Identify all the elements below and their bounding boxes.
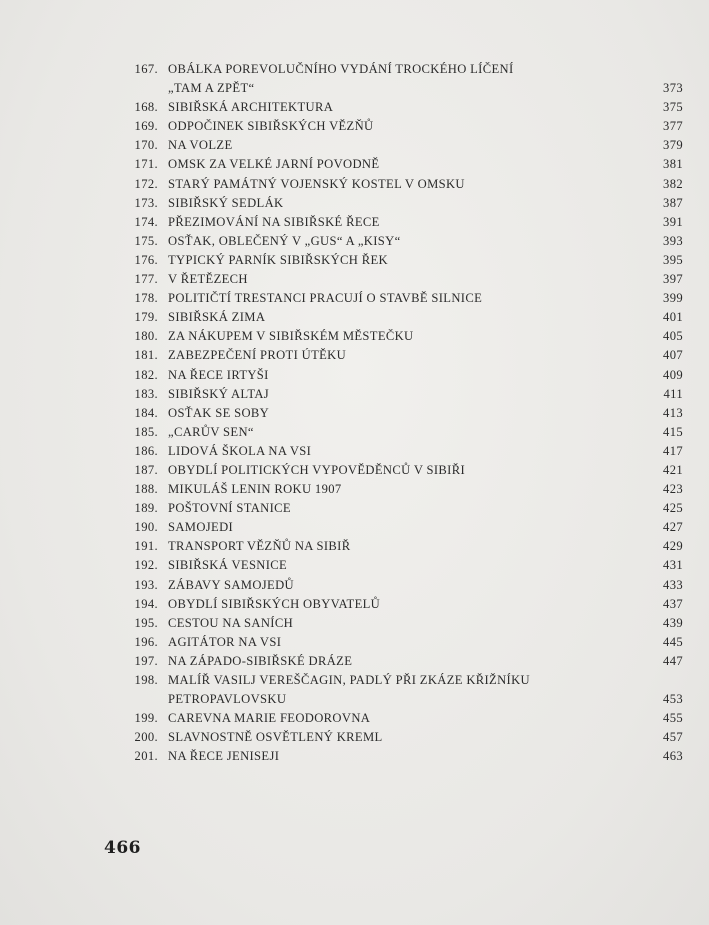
entry-page: 413 <box>663 405 683 420</box>
entry-title: SIBIŘSKÁ ZIMA <box>168 310 266 325</box>
entry-page: 425 <box>663 501 683 516</box>
toc-entry <box>128 251 683 270</box>
toc-entry-line <box>128 652 683 671</box>
toc-entry-line <box>128 442 683 461</box>
entry-title: OMSK ZA VELKÉ JARNÍ POVODNĚ <box>168 157 380 172</box>
toc-entry-line <box>128 747 683 766</box>
entry-number: 185. <box>134 424 158 439</box>
entry-number: 181. <box>134 348 158 363</box>
toc-entry <box>128 747 683 766</box>
toc-entry <box>128 480 683 499</box>
toc-entry <box>128 327 683 346</box>
entry-number: 197. <box>134 653 158 668</box>
toc-entry-line <box>128 232 683 251</box>
entry-page: 437 <box>663 596 683 611</box>
entry-title: OBYDLÍ SIBIŘSKÝCH OBYVATELŮ <box>168 596 381 611</box>
toc-entry <box>128 728 683 747</box>
toc-entry-line <box>128 136 683 155</box>
entry-page: 397 <box>663 272 683 287</box>
illustration-index-list <box>128 60 683 766</box>
entry-title: „TAM A ZPĚT“ <box>168 81 255 96</box>
entry-page: 415 <box>663 424 683 439</box>
entry-page: 429 <box>663 539 683 554</box>
toc-entry-line <box>128 671 683 690</box>
toc-entry <box>128 155 683 174</box>
entry-page: 377 <box>663 119 683 134</box>
entry-page: 395 <box>663 252 683 267</box>
entry-number: 200. <box>134 730 158 745</box>
entry-number: 171. <box>134 157 158 172</box>
entry-page: 431 <box>663 558 683 573</box>
toc-entry <box>128 270 683 289</box>
entry-page: 457 <box>663 730 683 745</box>
entry-number: 190. <box>134 520 158 535</box>
toc-entry-line <box>128 728 683 747</box>
toc-entry <box>128 232 683 251</box>
entry-title: TRANSPORT VĚZŇŮ NA SIBIŘ <box>168 539 351 554</box>
entry-number: 168. <box>134 100 158 115</box>
entry-page: 405 <box>663 329 683 344</box>
entry-title: MALÍŘ VASILJ VEREŠČAGIN, PADLÝ PŘI ZKÁZE KŘIŽNÍKU <box>168 673 530 687</box>
entry-page: 463 <box>663 749 683 764</box>
entry-number: 175. <box>134 233 158 248</box>
entry-title: OBYDLÍ POLITICKÝCH VYPOVĚDĚNCŮ V SIBIŘI <box>168 462 466 477</box>
entry-number: 167. <box>134 62 158 76</box>
entry-page: 427 <box>663 520 683 535</box>
toc-entry <box>128 556 683 575</box>
toc-entry-line <box>128 461 683 480</box>
entry-page: 375 <box>663 100 683 115</box>
entry-number: 179. <box>134 310 158 325</box>
toc-entry <box>128 194 683 213</box>
entry-page: 411 <box>663 386 683 401</box>
entry-number: 170. <box>134 138 158 153</box>
entry-title: SIBIŘSKÁ VESNICE <box>168 558 288 573</box>
toc-entry-line <box>128 404 683 423</box>
entry-title: OBÁLKA POREVOLUČNÍHO VYDÁNÍ TROCKÉHO LÍČENÍ <box>168 62 514 76</box>
entry-number: 187. <box>134 462 158 477</box>
entry-title: AGITÁTOR NA VSI <box>168 634 282 649</box>
toc-entry <box>128 442 683 461</box>
toc-entry-line <box>128 537 683 556</box>
entry-title: NA VOLZE <box>168 138 233 153</box>
entry-title: POLITIČTÍ TRESTANCI PRACUJÍ O STAVBĚ SILNICE <box>168 291 483 306</box>
toc-entry-line <box>128 194 683 213</box>
toc-entry <box>128 175 683 194</box>
toc-entry-line <box>128 518 683 537</box>
toc-entry <box>128 537 683 556</box>
entry-title: SIBIŘSKÝ ALTAJ <box>168 386 270 401</box>
toc-entry <box>128 346 683 365</box>
entry-number: 176. <box>134 252 158 267</box>
entry-page: 421 <box>663 462 683 477</box>
toc-entry <box>128 595 683 614</box>
entry-page: 373 <box>663 81 683 96</box>
entry-page: 447 <box>663 653 683 668</box>
entry-number: 191. <box>134 539 158 554</box>
toc-entry <box>128 671 683 709</box>
toc-entry-line <box>128 270 683 289</box>
entry-title: POŠTOVNÍ STANICE <box>168 501 291 516</box>
toc-entry <box>128 289 683 308</box>
entry-page: 387 <box>663 195 683 210</box>
toc-entry-line <box>128 499 683 518</box>
toc-entry-line <box>128 79 683 98</box>
toc-entry-line <box>128 480 683 499</box>
entry-number: 198. <box>134 673 158 687</box>
entry-number: 180. <box>134 329 158 344</box>
toc-entry <box>128 652 683 671</box>
entry-title: NA ZÁPADO-SIBIŘSKÉ DRÁZE <box>168 653 353 668</box>
toc-entry-line <box>128 155 683 174</box>
entry-title: SIBIŘSKÁ ARCHITEKTURA <box>168 100 334 115</box>
toc-entry-line <box>128 251 683 270</box>
entry-title: OSŤAK SE SOBY <box>168 405 270 420</box>
toc-entry-line <box>128 614 683 633</box>
toc-entry <box>128 213 683 232</box>
entry-number: 173. <box>134 195 158 210</box>
entry-title: LIDOVÁ ŠKOLA NA VSI <box>168 443 312 458</box>
entry-number: 188. <box>134 482 158 497</box>
entry-number: 189. <box>134 501 158 516</box>
entry-title: STARÝ PAMÁTNÝ VOJENSKÝ KOSTEL V OMSKU <box>168 176 465 191</box>
toc-entry <box>128 614 683 633</box>
entry-title: NA ŘECE JENISEJI <box>168 749 280 764</box>
entry-page: 409 <box>663 367 683 382</box>
entry-title: ZA NÁKUPEM V SIBIŘSKÉM MĚSTEČKU <box>168 329 414 344</box>
entry-title: PETROPAVLOVSKU <box>168 692 287 707</box>
entry-page: 445 <box>663 634 683 649</box>
entry-page: 393 <box>663 233 683 248</box>
toc-entry <box>128 404 683 423</box>
toc-entry <box>128 60 683 98</box>
entry-number: 192. <box>134 558 158 573</box>
toc-entry-line <box>128 690 683 709</box>
entry-number: 177. <box>134 272 158 287</box>
entry-title: CAREVNA MARIE FEODOROVNA <box>168 711 371 726</box>
entry-title: ZÁBAVY SAMOJEDŮ <box>168 577 294 592</box>
entry-number: 193. <box>134 577 158 592</box>
toc-entry-line <box>128 556 683 575</box>
toc-entry-line <box>128 633 683 652</box>
toc-entry-line <box>128 346 683 365</box>
page-number: 466 <box>104 838 141 858</box>
toc-entry-line <box>128 366 683 385</box>
toc-entry <box>128 576 683 595</box>
toc-entry-line <box>128 289 683 308</box>
entry-title: SLAVNOSTNĚ OSVĚTLENÝ KREML <box>168 730 383 745</box>
toc-entry-line <box>128 327 683 346</box>
entry-page: 381 <box>663 157 683 172</box>
entry-page: 439 <box>663 615 683 630</box>
entry-page: 382 <box>663 176 683 191</box>
toc-entry <box>128 633 683 652</box>
entry-page: 391 <box>663 214 683 229</box>
toc-entry <box>128 461 683 480</box>
entry-number: 201. <box>134 749 158 764</box>
toc-entry-line <box>128 213 683 232</box>
toc-entry-line <box>128 385 683 404</box>
toc-entry <box>128 499 683 518</box>
entry-number: 183. <box>134 386 158 401</box>
toc-entry-line <box>128 423 683 442</box>
toc-entry <box>128 136 683 155</box>
entry-page: 417 <box>663 443 683 458</box>
entry-page: 423 <box>663 482 683 497</box>
entry-page: 433 <box>663 577 683 592</box>
toc-entry-line <box>128 175 683 194</box>
entry-title: OSŤAK, OBLEČENÝ V „GUS“ A „KISY“ <box>168 233 401 248</box>
toc-entry <box>128 366 683 385</box>
entry-page: 407 <box>663 348 683 363</box>
entry-number: 186. <box>134 443 158 458</box>
toc-entry <box>128 117 683 136</box>
entry-title: V ŘETĚZECH <box>168 272 248 287</box>
toc-entry-line <box>128 576 683 595</box>
entry-title: ODPOČINEK SIBIŘSKÝCH VĚZŇŮ <box>168 119 374 134</box>
toc-entry-line <box>128 308 683 327</box>
entry-number: 196. <box>134 634 158 649</box>
entry-number: 199. <box>134 711 158 726</box>
entry-title: „CARŮV SEN“ <box>168 424 254 439</box>
entry-number: 178. <box>134 291 158 306</box>
entry-page: 455 <box>663 711 683 726</box>
entry-number: 194. <box>134 596 158 611</box>
toc-entry <box>128 518 683 537</box>
toc-entry-line <box>128 98 683 117</box>
entry-page: 401 <box>663 310 683 325</box>
toc-entry-line <box>128 709 683 728</box>
entry-number: 182. <box>134 367 158 382</box>
entry-page: 453 <box>663 692 683 707</box>
entry-number: 174. <box>134 214 158 229</box>
entry-title: CESTOU NA SANÍCH <box>168 615 294 630</box>
toc-entry-line <box>128 117 683 136</box>
toc-entry <box>128 709 683 728</box>
entry-page: 399 <box>663 291 683 306</box>
entry-title: ZABEZPEČENÍ PROTI ÚTĚKU <box>168 348 347 363</box>
entry-number: 184. <box>134 405 158 420</box>
entry-title: MIKULÁŠ LENIN ROKU 1907 <box>168 482 342 497</box>
toc-entry-line <box>128 595 683 614</box>
toc-entry <box>128 423 683 442</box>
entry-number: 169. <box>134 119 158 134</box>
entry-title: NA ŘECE IRTYŠI <box>168 367 269 382</box>
entry-title: TYPICKÝ PARNÍK SIBIŘSKÝCH ŘEK <box>168 252 388 267</box>
entry-title: PŘEZIMOVÁNÍ NA SIBIŘSKÉ ŘECE <box>168 214 380 229</box>
entry-number: 172. <box>134 176 158 191</box>
entry-title: SIBIŘSKÝ SEDLÁK <box>168 195 284 210</box>
toc-entry <box>128 98 683 117</box>
toc-entry <box>128 385 683 404</box>
entry-number: 195. <box>134 615 158 630</box>
toc-entry-line <box>128 60 683 79</box>
toc-entry <box>128 308 683 327</box>
entry-title: SAMOJEDI <box>168 520 234 535</box>
entry-page: 379 <box>663 138 683 153</box>
